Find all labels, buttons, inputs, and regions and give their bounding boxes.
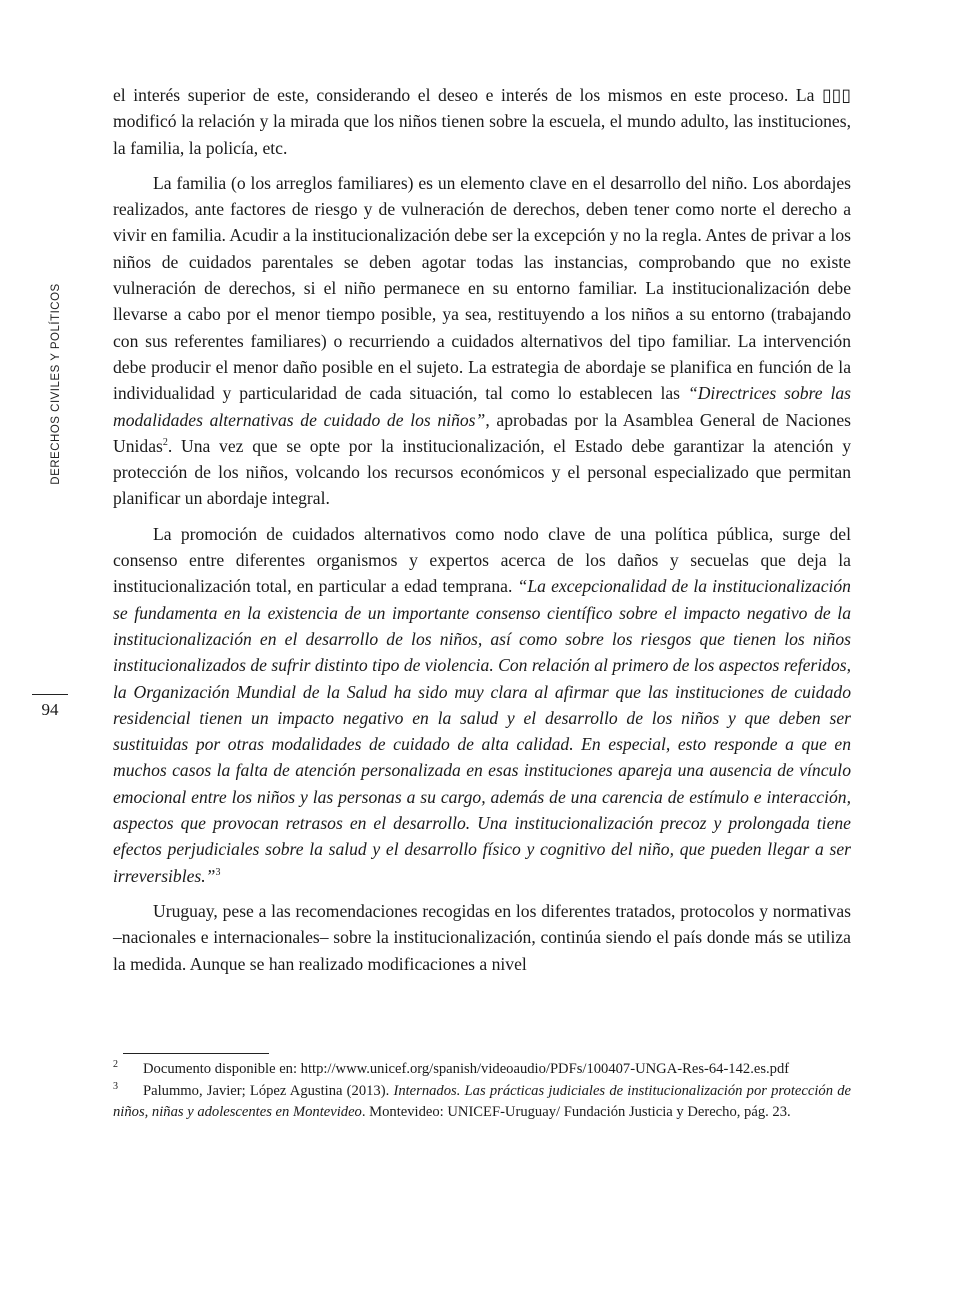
paragraph-4 bbox=[113, 898, 851, 977]
text-run: La promoción de cuidados alternativos como nodo clave de una política pública, surge del consenso entre diferentes organismos y expertos acerca de los daños y secuelas que deja la institucionalización total, en particular a edad temprana. bbox=[113, 523, 851, 597]
page-number: 94 bbox=[41, 700, 59, 719]
footnote-2: 2 Documento disponible en: http://www.unicef.org/spanish/videoaudio/PDFs/100407-UNGA-Res-64-142.es.pdf bbox=[113, 1059, 790, 1077]
footnote-title: Internados. Las prácticas judiciales de institucionalización por protección de niños, niñas y adolescentes en Montevideo bbox=[113, 1083, 851, 1121]
footnotes bbox=[113, 1059, 851, 1125]
footnote-ref-2[interactable]: 2 bbox=[162, 437, 168, 448]
paragraph-1 bbox=[113, 82, 851, 161]
paragraph-3 bbox=[113, 521, 851, 889]
text-run: modificó la relación y la mirada que los niños tienen sobre la escuela, el mundo adulto, las instituciones, la familia, la policía, etc. bbox=[113, 111, 851, 158]
unrendered-glyphs: ▯▯▯ bbox=[821, 85, 851, 105]
italic-quote: “La excepcionalidad de la institucionalización se fundamenta en la existencia de un importante consenso científico sobre el impacto negativo de la institucionalización en el desarrollo de los niños, así como sobre los riesgos que tienen los niños institucionalizados de sufrir distinto tipo de violencia. Con relación al primero de los aspectos referidos, la Organización Mundial de la Salud ha sido muy clara al afirmar que las instituciones de cuidado residencial tienen un impacto negativo en la salud y el desarrollo de los niños y que deben ser sustituidas por otras modalidades de cuidado de alta calidad. En especial, esto responde a que en muchos casos la falta de atención personalizada en esas instituciones apareja una ausencia de vínculo emocional entre los niños y las personas a su cargo, además de una carencia de estímulo e interacción, aspectos que provocan retrasos en el desarrollo. Una institucionalización precoz y prolongada tiene efectos perjudiciales sobre la salud y el desarrollo físico y cognitivo del niño, que pueden llegar a ser irreversibles.” bbox=[113, 576, 851, 886]
page-number-rule bbox=[32, 694, 68, 695]
italic-title: “Directrices sobre las modalidades alternativas de cuidado de los niños” bbox=[113, 383, 851, 430]
text-run: el interés superior de este, considerando el deseo e interés de los mismos en este proceso. La bbox=[113, 85, 822, 105]
paragraph-2 bbox=[113, 170, 851, 512]
footnote-text: . Montevideo: UNICEF-Uruguay/ Fundación Justicia y Derecho, pág. 23. bbox=[361, 1104, 791, 1121]
footnote-text: Documento disponible en: http://www.unicef.org/spanish/videoaudio/PDFs/100407-UNGA-Res-64-142.es.pdf bbox=[143, 1061, 790, 1077]
footnote-separator bbox=[123, 1053, 269, 1054]
text-run: , aprobadas por la Asamblea General de Naciones Unidas bbox=[113, 409, 851, 456]
running-section-title: DERECHOS CIVILES Y POLÍTICOS bbox=[50, 283, 62, 485]
footnote-ref-3[interactable]: 3 bbox=[215, 866, 221, 878]
text-run: La familia (o los arreglos familiares) es un elemento clave en el desarrollo del niño. Los abordajes realizados, ante factores de riesgo y de vulneración de derechos, deben tener como norte el derecho a vivir en familia. Acudir a la institucionalización debe ser la excepción y no la regla. Antes de privar a los niños de cuidados parentales se deben agotar todas las instancias, comprobando que no existe vulneración de derechos, si el niño permanece en su entorno familiar. La institucionalización debe llevarse a cabo por el menor tiempo posible, ya sea, restituyendo a los niños a su entorno (trabajando con sus referentes familiares) o recurriendo a cuidados alternativos del tipo familiar. La intervención debe producir el menor daño posible en el sujeto. La estrategia de abordaje se planifica en función de la individualidad y particularidad de cada situación, tal como lo establecen las bbox=[113, 172, 851, 404]
body-text bbox=[113, 82, 851, 986]
footnote-author: Palummo, Javier; López Agustina (2013). bbox=[143, 1083, 394, 1100]
footnote-3: 3 Palummo, Javier; López Agustina (2013). Internados. Las prácticas judiciales de institucionalización por protección de niños, niñas y adolescentes en Montevideo. Montevideo: UNICEF-Uruguay/ Fundación Justicia y Derecho, pág. 23. bbox=[113, 1081, 851, 1121]
text-run: . Una vez que se opte por la institucionalización, el Estado debe garantizar la atención y protección de los niños, volcando los recursos económicos y el personal especializado que permitan planificar un abordaje integral. bbox=[113, 435, 851, 509]
text-run: Uruguay, pese a las recomendaciones recogidas en los diferentes tratados, protocolos y normativas –nacionales e internacionales– sobre la institucionalización, continúa siendo el país donde más se utiliza la medida. Aunque se han realizado modificaciones a nivel bbox=[113, 900, 851, 974]
